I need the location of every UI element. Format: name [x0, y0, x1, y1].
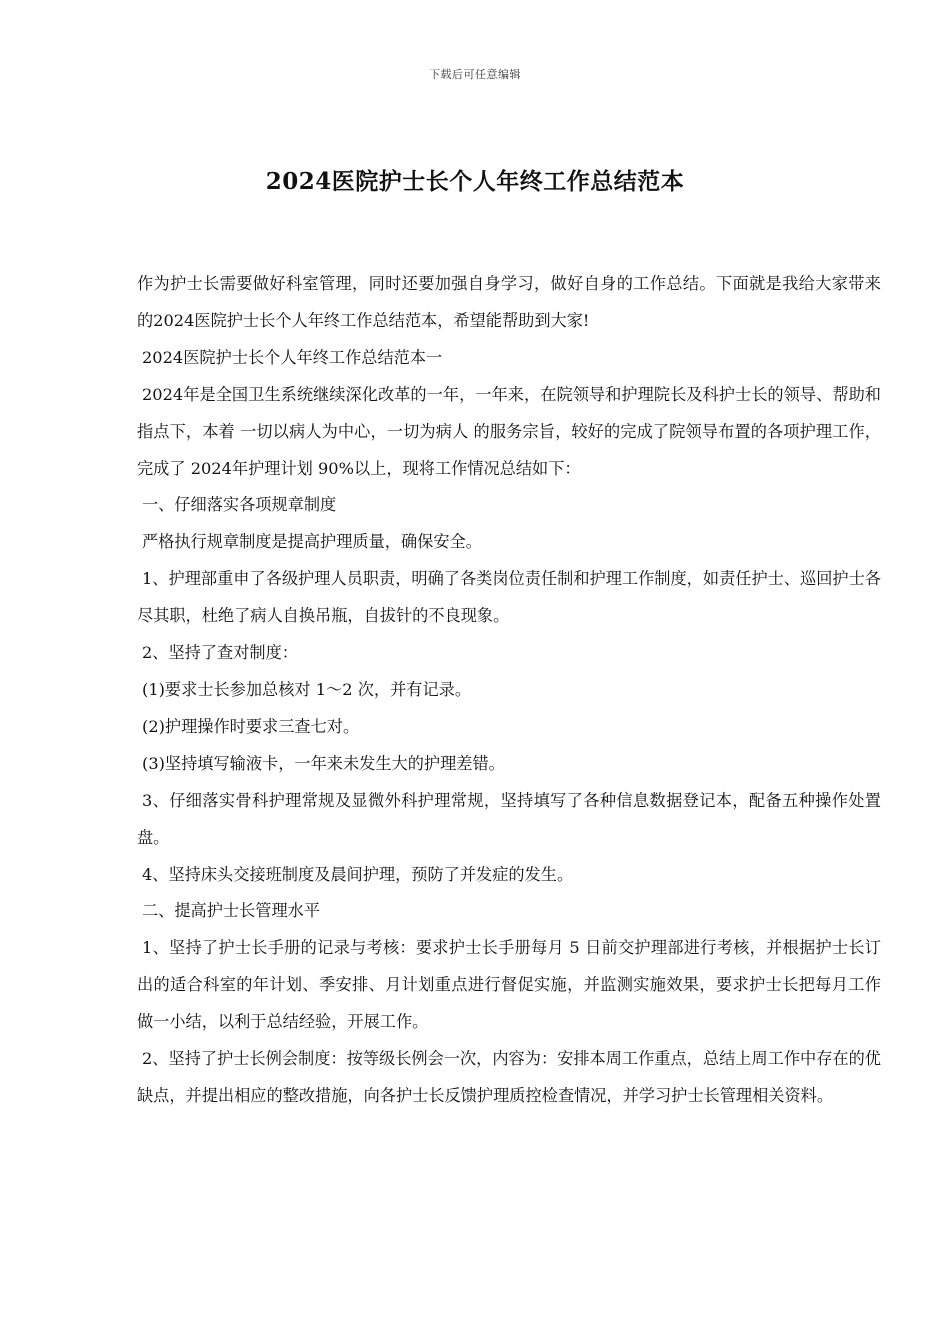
section-heading-1: 一、仔细落实各项规章制度: [142, 495, 337, 515]
paragraph-intro: 作为护士长需要做好科室管理，同时还要加强自身学习，做好自身的工作总结。下面就是我给大家带来的2024医院护士长个人年终工作总结范本，希望能帮助到大家!: [137, 274, 881, 330]
list-item: 2、坚持了查对制度：: [142, 643, 298, 663]
paragraph: 严格执行规章制度是提高护理质量，确保安全。: [142, 532, 482, 552]
section-heading-2: 二、提高护士长管理水平: [142, 901, 321, 921]
paragraph-subtitle: 2024医院护士长个人年终工作总结范本一: [142, 347, 443, 367]
list-item: (2)护理操作时要求三查七对。: [142, 716, 360, 736]
list-item: (3)坚持填写输液卡，一年来未发生大的护理差错。: [142, 753, 505, 773]
header-note: 下载后可任意编辑: [429, 68, 521, 81]
list-item: 1、坚持了护士长手册的记录与考核：要求护士长手册每月 5 日前交护理部进行考核，并根据护士长订出的适合科室的年计划、季安排、月计划重点进行督促实施，并监测实施效果，要求护士长把每月工作做一小结，以利于总结经验，开展工作。: [137, 938, 881, 1032]
list-item: 4、坚持床头交接班制度及晨间护理，预防了并发症的发生。: [142, 864, 574, 884]
list-item: 3、仔细落实骨科护理常规及显微外科护理常规，坚持填写了各种信息数据登记本，配备五种操作处置盘。: [137, 790, 881, 847]
document-body: [137, 266, 881, 1115]
paragraph-overview: 2024年是全国卫生系统继续深化改革的一年，一年来，在院领导和护理院长及科护士长的领导、帮助和指点下，本着 一切以病人为中心，一切为病人 的服务宗旨，较好的完成了院领导布置的各项护理工作，完成了 2024年护理计划 90%以上，现将工作情况总结如下：: [137, 384, 881, 478]
list-item: 1、护理部重申了各级护理人员职责，明确了各类岗位责任制和护理工作制度，如责任护士、巡回护士各尽其职，杜绝了病人自换吊瓶，自拔针的不良现象。: [137, 569, 881, 626]
document-title: 2024医院护士长个人年终工作总结范本: [265, 168, 685, 195]
list-item: (1)要求士长参加总核对 1～2 次，并有记录。: [142, 679, 472, 699]
list-item: 2、坚持了护士长例会制度：按等级长例会一次，内容为：安排本周工作重点，总结上周工作中存在的优缺点，并提出相应的整改措施，向各护士长反馈护理质控检查情况，并学习护士长管理相关资料。: [137, 1049, 881, 1105]
